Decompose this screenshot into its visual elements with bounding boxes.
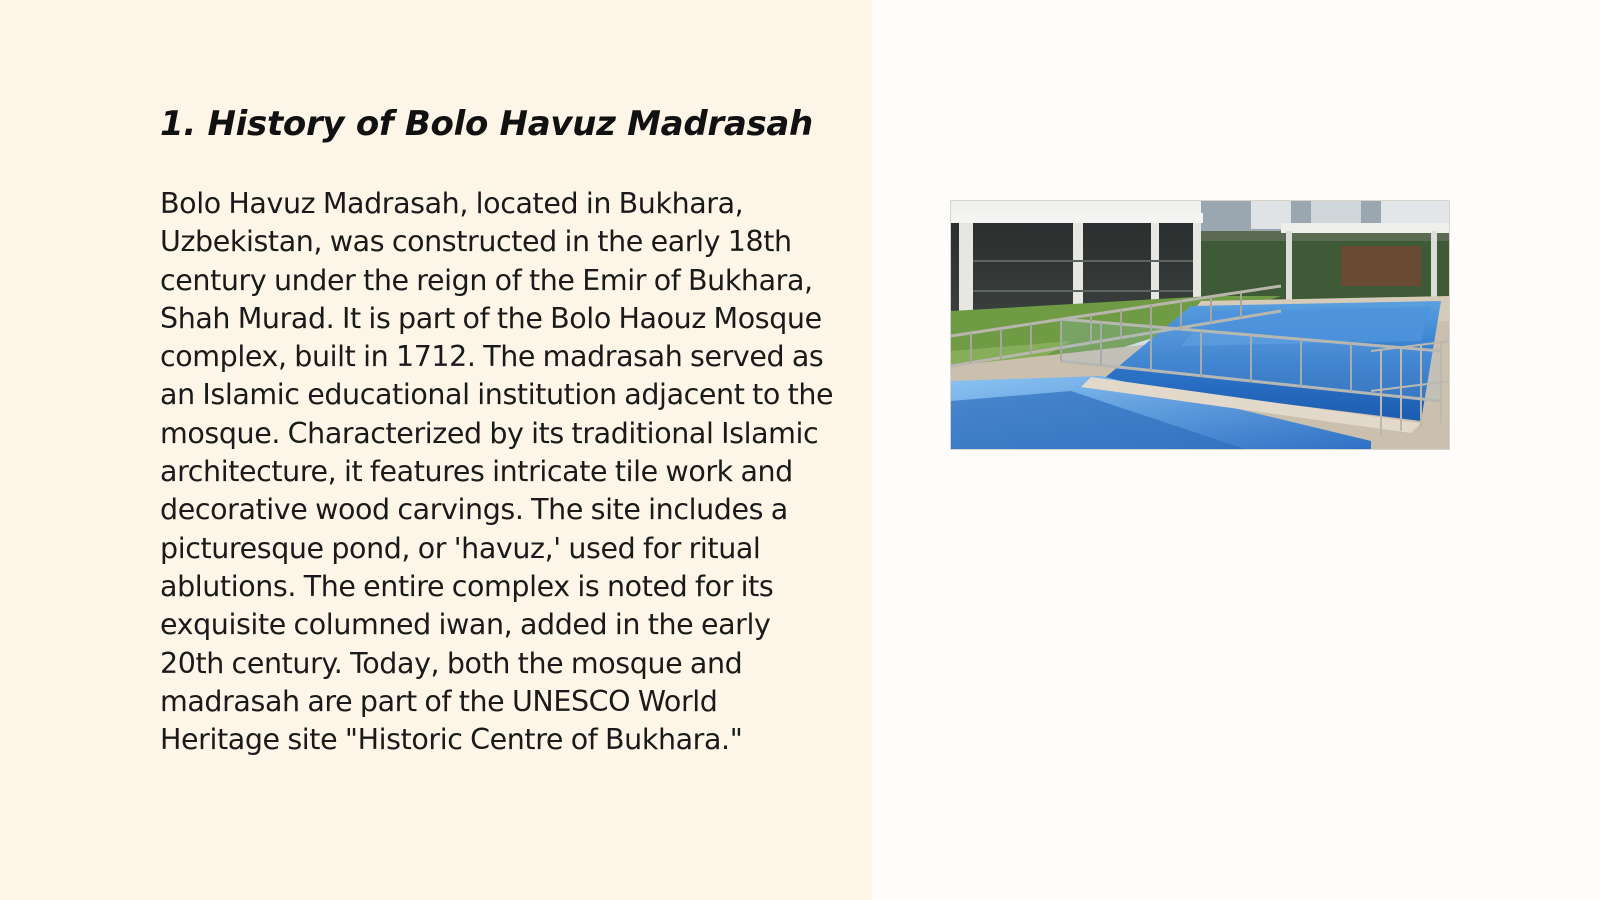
- pool-photo: [950, 200, 1450, 450]
- slide-body-text: Bolo Havuz Madrasah, located in Bukhara, Uzbekistan, was constructed in the early 18th century under the reign of the Emir of Bukhara, Shah Murad. It is part of the Bolo Haouz Mosque complex, built in 1712. The madrasah served as an Islamic educational institution adjacent to the mosque. Characterized by its traditional Islamic architecture, it features intricate tile work and decorative wood carvings. The site includes a picturesque pond, or 'havuz,' used for ritual ablutions. The entire complex is noted for its exquisite columned iwan, added in the early 20th century. Today, both the mosque and madrasah are part of the UNESCO World Heritage site "Historic Centre of Bukhara.": [160, 187, 834, 757]
- pool-photo-illustration: [951, 201, 1450, 450]
- image-panel: [872, 0, 1600, 900]
- slide-title: 1. History of Bolo Havuz Madrasah: [160, 104, 813, 144]
